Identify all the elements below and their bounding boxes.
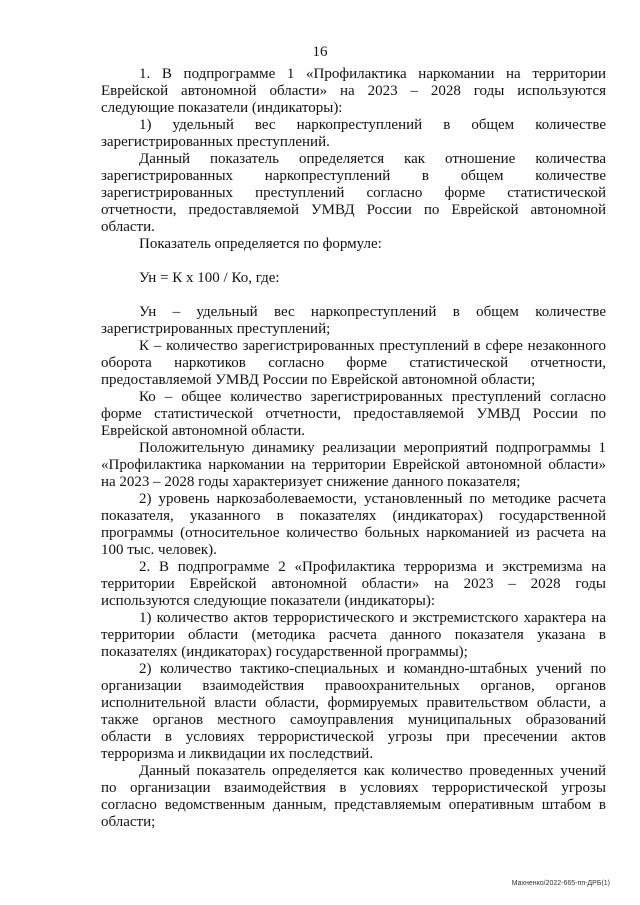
paragraph: Положительную динамику реализации мероприятий подпрограммы 1 «Профилактика наркомании на территории Еврейской автономной области» на 2023 – 2028 годы характеризует снижение данного показателя; xyxy=(101,440,606,490)
paragraph: Ун – удельный вес наркопреступлений в общем количестве зарегистрированных преступлений; xyxy=(101,304,606,337)
paragraph: 1) удельный вес наркопреступлений в общем количестве зарегистрированных преступлений. xyxy=(101,117,606,150)
paragraph: 2. В подпрограмме 2 «Профилактика терроризма и экстремизма на территории Еврейской автономной области» на 2023 – 2028 годы используются следующие показатели (индикаторы): xyxy=(101,559,606,609)
paragraph: Данный показатель определяется как отношение количества зарегистрированных наркопреступлений в общем количестве зарегистрированных преступлений согласно форме статистической отчетности, предоставляемой УМВД России по Еврейской автономной области. xyxy=(101,151,606,235)
paragraph: Данный показатель определяется как количество проведенных учений по организации взаимодействия в условиях террористической угрозы согласно ведомственным данным, представляемым оперативным штабом в области; xyxy=(101,763,606,830)
page-number: 16 xyxy=(312,44,328,60)
paragraph: К – количество зарегистрированных преступлений в сфере незаконного оборота наркотиков согласно форме статистической отчетности, предоставляемой УМВД России по Еврейской автономной области; xyxy=(101,338,606,388)
paragraph: 1) количество актов террористического и экстремистского характера на территории области (методика расчета данного показателя указана в показателях (индикаторах) государственной программы); xyxy=(101,610,606,660)
paragraph: Ко – общее количество зарегистрированных преступлений согласно форме статистической отчетности, предоставляемой УМВД России по Еврейской автономной области. xyxy=(101,389,606,439)
paragraph: Показатель определяется по формуле: xyxy=(139,236,382,252)
formula: Ун = К х 100 / Ко, где: xyxy=(139,270,280,286)
footer-reference: Махненко/2022-665-пп-ДРБ(1) xyxy=(511,880,610,887)
paragraph: 1. В подпрограмме 1 «Профилактика наркомании на территории Еврейской автономной области» на 2023 – 2028 годы используются следующие показатели (индикаторы): xyxy=(101,66,606,116)
document-body xyxy=(101,66,606,831)
paragraph: 2) уровень наркозаболеваемости, установленный по методике расчета показателя, указанного в показателях (индикаторах) государственной программы (относительное количество больных наркоманией из расчета на 100 тыс. человек). xyxy=(101,491,606,558)
paragraph: 2) количество тактико-специальных и командно-штабных учений по организации взаимодействия правоохранительных органов, органов исполнительной власти области, формируемых правительством области, а также органов местного самоуправления муниципальных образований области в условиях террористической угрозы при пресечении актов терроризма и ликвидации их последствий. xyxy=(101,661,606,762)
